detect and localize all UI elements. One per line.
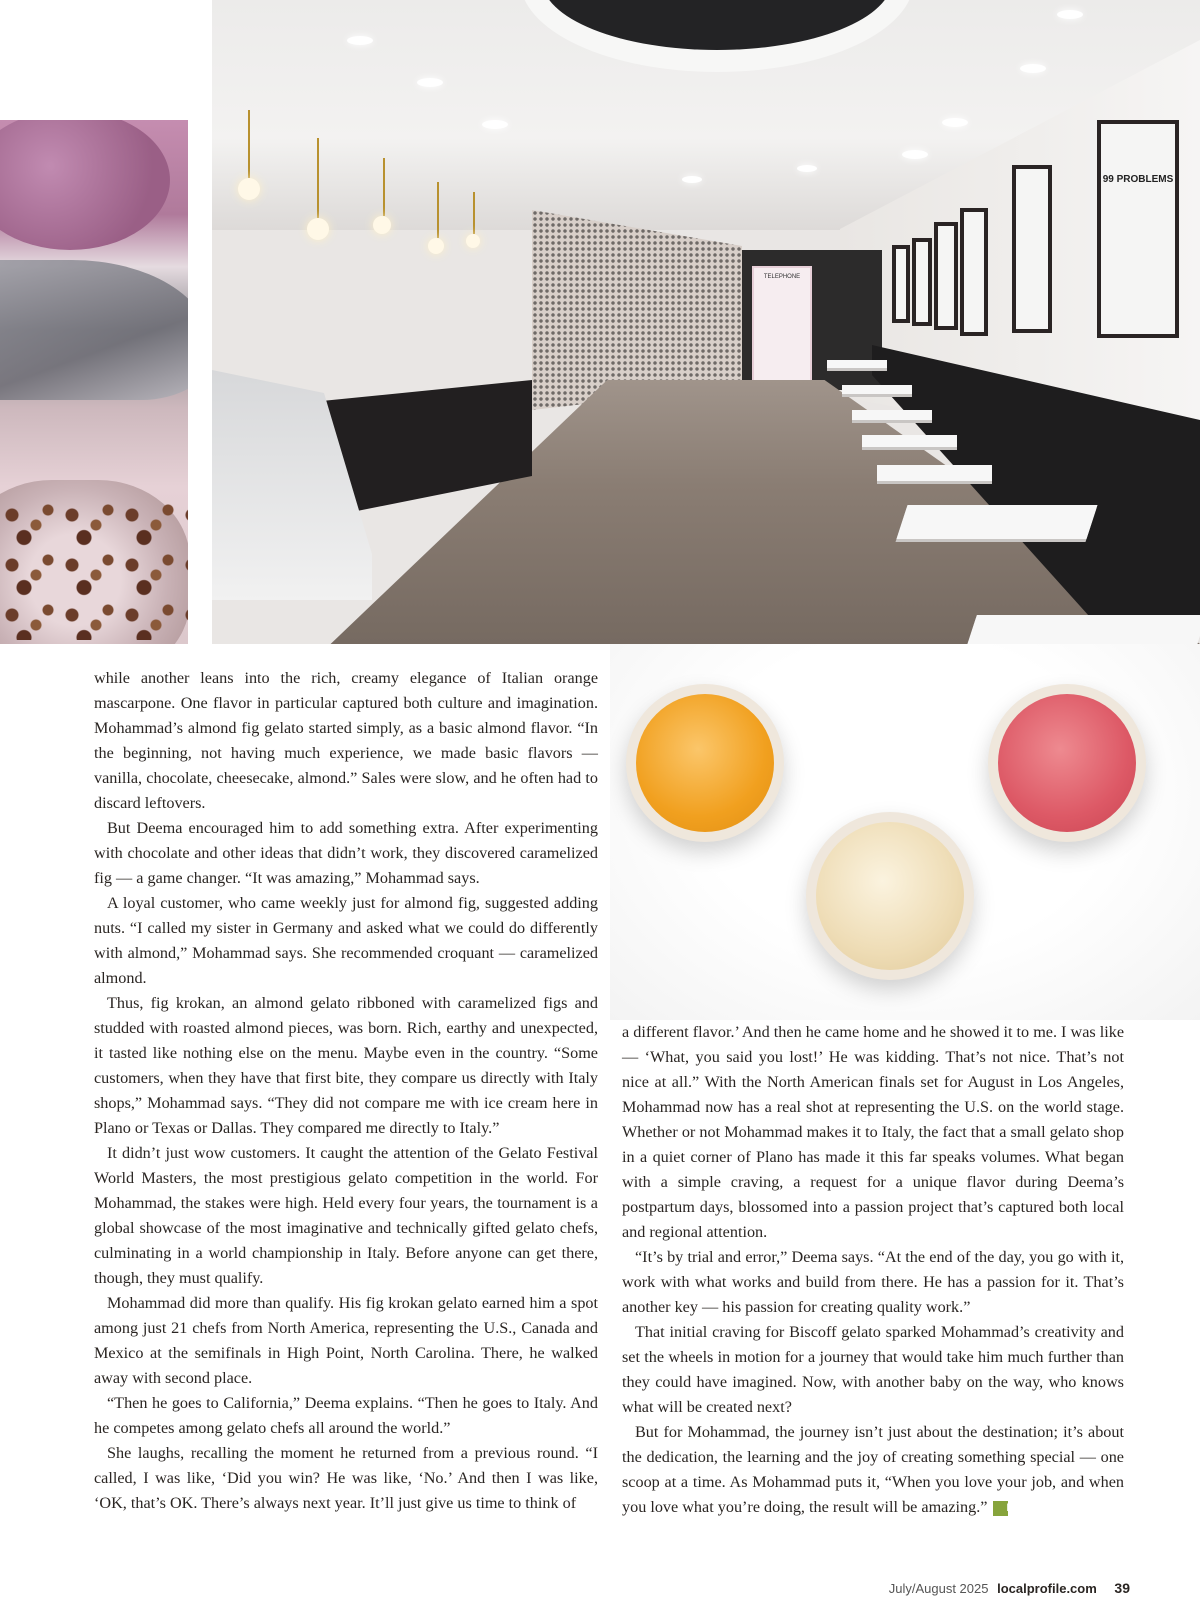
vanilla-gelato-cup xyxy=(806,812,974,980)
paragraph: Thus, fig krokan, an almond gelato ribboned with caramelized figs and studded with roasted almond pieces, was born. Rich, earthy and unexpected, it tasted like nothing else on the menu. Maybe even in the country. “Some customers, when they have that first bite, they compare us directly with Italy shops,” Mohammad says. “They did not compare me with ice cream here in Plano or Texas or Dallas. They compared me directly to Italy.” xyxy=(94,994,598,1137)
paragraph: “It’s by trial and error,” Deema says. “At the end of the day, you go with it, work with what works and build from there. He has a passion for it. That’s another key — his passion for creating quality work.” xyxy=(622,1248,1124,1316)
page-number: 39 xyxy=(1114,1580,1130,1596)
paragraph: a different flavor.’ And then he came home and he showed it to me. I was like — ‘What, you said you lost!’ He was kidding. That’s not nice. That’s not nice at all.” With the North American finals set for August in Los Angeles, Mohammad now has a real shot at representing the U.S. on the world stage. Whether or not Mohammad makes it to Italy, the fact that a small gelato shop in a quiet corner of Plano has made it this far speaks volumes. What began with a simple craving, a request for a unique flavor during Deema’s postpartum days, blossomed into a passion project that’s captured both local and regional attention. xyxy=(622,1023,1124,1241)
article-column-right xyxy=(622,1020,1124,1520)
paragraph: She laughs, recalling the moment he returned from a previous round. “I called, I was like, ‘Did you win? He was like, ‘No.’ And then I was like, ‘OK, that’s OK. There’s always next year. It’ll just give us time to think of xyxy=(94,1444,598,1512)
issue-date: July/August 2025 xyxy=(888,1581,989,1596)
paragraph: That initial craving for Biscoff gelato sparked Mohammad’s creativity and set the wheels in motion for a journey that would take him much further than they could have imagined. Now, with another baby on the way, who knows what will be created next? xyxy=(622,1323,1124,1416)
paragraph: It didn’t just wow customers. It caught the attention of the Gelato Festival World Masters, the most prestigious gelato competition in the world. For Mohammad, the stakes were high. Held every four years, the tournament is a global showcase of the most imaginative and technically gifted gelato chefs, culminating in a world championship in Italy. Before anyone can get there, though, they must qualify. xyxy=(94,1144,598,1287)
telephone-sign: TELEPHONE xyxy=(763,274,801,280)
gelato-cups-photo xyxy=(610,644,1200,1020)
telephone-booth xyxy=(752,266,812,400)
gelato-closeup-photo xyxy=(0,120,188,644)
poster-frame xyxy=(1097,120,1179,338)
paragraph xyxy=(622,1420,1124,1520)
paragraph-text: But for Mohammad, the journey isn’t just about the destination; it’s about the dedication, the learning and the joy of creating something special — one scoop at a time. As Mohammad puts it, “When you love your job, and when you love what you’re doing, the result will be amazing.” xyxy=(622,1423,1124,1516)
paragraph: “Then he goes to California,” Deema explains. “Then he goes to Italy. And he competes among gelato chefs all around the world.” xyxy=(94,1394,598,1437)
paragraph: while another leans into the rich, creamy elegance of Italian orange mascarpone. One flavor in particular captured both culture and imagination. Mohammad’s almond fig gelato started simply, as a basic almond flavor. “In the beginning, not having much experience, we made basic flavors — vanilla, chocolate, cheesecake, almond.” Sales were slow, and he often had to discard leftovers. xyxy=(94,669,598,812)
shop-interior-photo xyxy=(212,0,1200,644)
berry-gelato-cup xyxy=(988,684,1146,842)
site-name: localprofile.com xyxy=(997,1581,1097,1596)
paragraph: But Deema encouraged him to add something extra. After experimenting with chocolate and other ideas that didn’t work, they discovered caramelized fig — a game changer. “It was amazing,” Mohammad says. xyxy=(94,819,598,887)
page-footer xyxy=(889,1580,1130,1596)
paragraph: A loyal customer, who came weekly just for almond fig, suggested adding nuts. “I called my sister in Germany and asked what we could do differently with almond,” Mohammad says. She recommended croquant — caramelized almond. xyxy=(94,894,598,987)
article-column-left xyxy=(94,666,598,1516)
poster-text: 99 PROBLEMS xyxy=(1102,174,1174,185)
paragraph: Mohammad did more than qualify. His fig krokan gelato earned him a spot among just 21 chefs from North America, representing the U.S., Canada and Mexico at the semifinals in High Point, North Carolina. There, he walked away with second place. xyxy=(94,1294,598,1387)
mango-gelato-cup xyxy=(626,684,784,842)
end-mark-icon: lp xyxy=(993,1501,1008,1516)
